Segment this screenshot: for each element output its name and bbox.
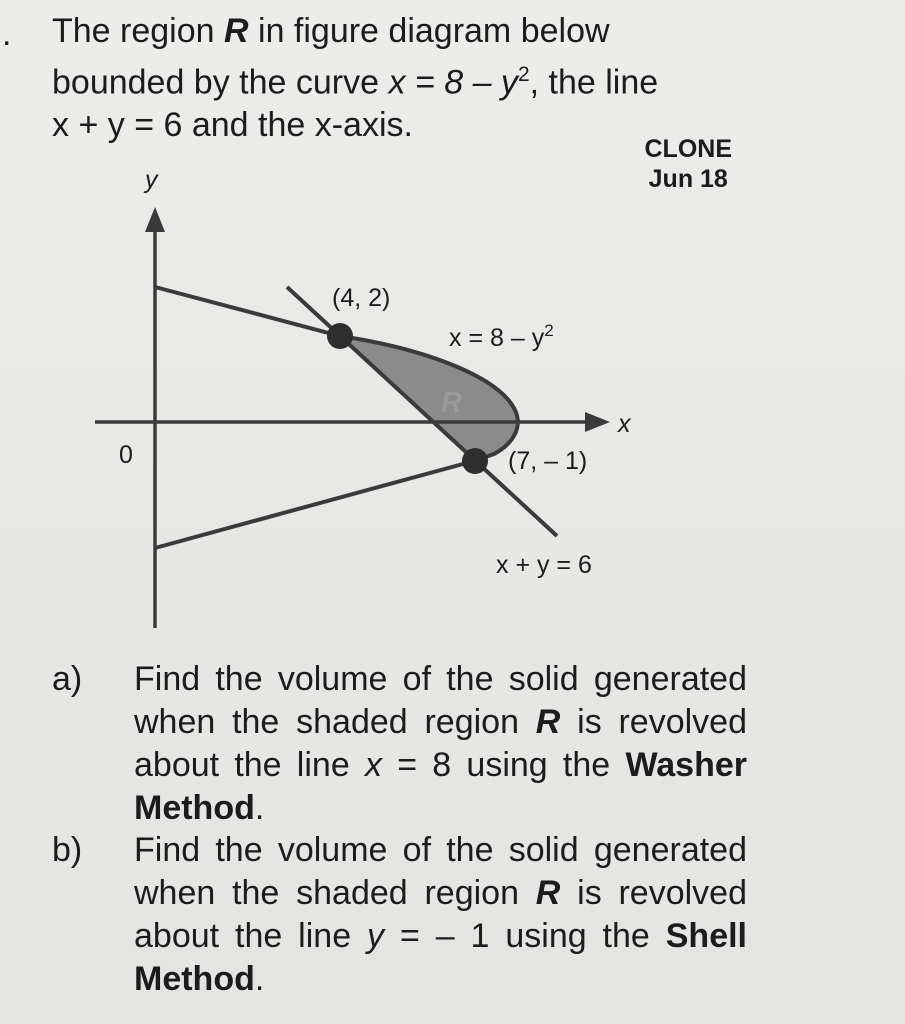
- point-4-2-label: (4, 2): [332, 284, 391, 312]
- statement-line-1: The region R in figure diagram below: [52, 12, 610, 50]
- curve-equation: x = 8 – y: [388, 63, 518, 102]
- y-axis-label: y: [145, 166, 158, 194]
- parabola-label: $x = 8 - y^2$: [449, 321, 554, 352]
- parabola-label-exponent: 2: [544, 321, 554, 340]
- point-7-neg1: [462, 448, 488, 474]
- question-a: [52, 658, 747, 830]
- source-tag-clone: CLONE: [644, 135, 732, 163]
- region-r-label: R: [441, 387, 462, 419]
- shell-method-term: Shell Method: [134, 917, 747, 998]
- question-b: [52, 829, 747, 1001]
- question-a-label: a): [52, 660, 83, 698]
- question-a-text: Find the volume of the solid generated when the shaded region R is revolved about the line x = 8 using the Washer Method.: [134, 660, 747, 827]
- region-symbol: R: [224, 12, 249, 50]
- y-axis-arrowhead: [145, 207, 165, 232]
- point-7-neg1-label: (7, – 1): [508, 447, 588, 475]
- problem-bullet: .: [2, 15, 12, 53]
- question-b-text: Find the volume of the solid generated when the shaded region R is revolved about the line y = – 1 using the Shell Method.: [134, 831, 747, 998]
- origin-label: 0: [119, 441, 133, 469]
- x-axis-arrowhead: [585, 412, 610, 432]
- washer-method-term: Washer Method: [134, 746, 747, 827]
- question-b-label: b): [52, 831, 83, 869]
- statement-line-3: x + y = 6 and the x-axis.: [52, 106, 413, 145]
- statement-line-2: bounded by the curve $x = 8 - y^2$, the line: [52, 63, 659, 102]
- source-tag-date: Jun 18: [648, 165, 728, 193]
- point-4-2: [327, 323, 353, 349]
- curve-exponent: 2: [517, 63, 530, 86]
- x-axis-label: x: [618, 410, 631, 438]
- line-label: x + y = 6: [496, 551, 592, 579]
